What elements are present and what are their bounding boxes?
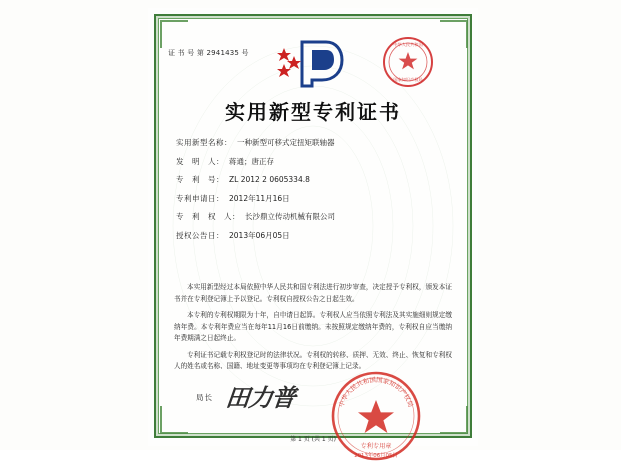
field-row — [176, 175, 456, 184]
page-footer: 第 1 页 (共 1 页) — [290, 436, 336, 443]
body-paragraph: 本专利的专利权期限为十年，自申请日起算。专利权人应当依照专利法及其实施细则规定缴纳年费。本专利年费应当在每年11月16日前缴纳。未按照规定缴纳年费的，专利权自应当缴纳年费期满之日起终止。 — [174, 311, 452, 343]
patent-office-emblem-icon — [272, 38, 348, 90]
field-label: 专利申请日： — [176, 193, 224, 203]
svg-text:2013年06月05日: 2013年06月05日 — [354, 453, 398, 459]
certificate-serial-number: 证 书 号 第 2941435 号 — [168, 49, 249, 57]
corner-ornament-top-left — [160, 20, 188, 48]
field-row — [176, 194, 456, 203]
page-title: 实用新型专利证书 — [225, 100, 401, 124]
field-label: 专 利 权 人： — [176, 212, 240, 221]
director-signature: 田力普 — [224, 383, 297, 412]
director-label: 局长 — [196, 393, 213, 402]
body-paragraph: 本实用新型经过本局依照中华人民共和国专利法进行初步审查，决定授予专利权，颁发本证书并在专利登记簿上予以登记。专利权自授权公告之日起生效。 — [174, 283, 452, 303]
field-value: 长沙鼎立传动机械有限公司 — [245, 212, 335, 221]
svg-text:国家知识产权局: 国家知识产权局 — [393, 77, 423, 82]
field-value: ZL 2012 2 0605334.8 — [229, 175, 310, 184]
field-row — [176, 138, 456, 147]
field-value: 2013年06月05日 — [229, 230, 290, 240]
field-value: 一种新型可移式定扭矩联轴器 — [237, 138, 335, 147]
corner-ornament-bottom-right — [440, 406, 468, 434]
field-row — [176, 157, 456, 166]
official-seal-icon — [330, 370, 422, 462]
certificate-body — [174, 282, 452, 378]
body-paragraph: 专利证书记载专利权登记时的法律状况。专利权的转移、质押、无效、终止、恢复和专利权人的姓名或名称、国籍、地址变更等事项均在专利登记簿上记录。 — [174, 350, 452, 371]
top-red-seal-icon — [382, 36, 434, 88]
field-label: 授权公告日： — [176, 230, 224, 240]
field-value: 2012年11月16日 — [229, 193, 290, 203]
field-row — [176, 212, 456, 221]
field-label: 专 利 号： — [176, 175, 224, 184]
svg-text:中华人民共和国: 中华人民共和国 — [393, 42, 423, 47]
field-label: 发 明 人： — [176, 156, 224, 166]
svg-text:中华人民共和国国家知识产权局: 中华人民共和国国家知识产权局 — [337, 375, 415, 409]
field-value: 蒋通；唐正存 — [229, 156, 274, 166]
corner-ornament-top-right — [440, 20, 468, 48]
svg-text:专利专用章: 专利专用章 — [360, 443, 392, 450]
patent-fields — [176, 138, 456, 249]
corner-ornament-bottom-left — [160, 406, 188, 434]
field-label: 实用新型名称： — [176, 138, 232, 147]
field-row — [176, 231, 456, 240]
